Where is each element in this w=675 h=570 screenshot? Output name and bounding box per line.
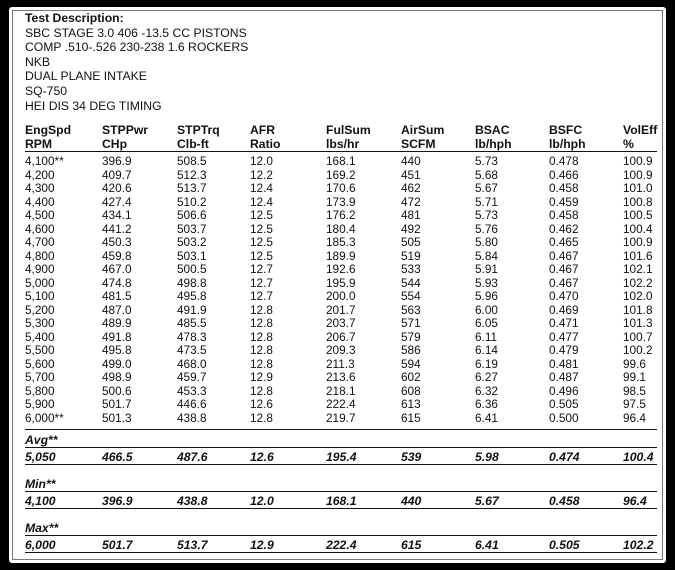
table-cell: 5,200 [25, 302, 55, 317]
table-cell: 453.3 [177, 383, 207, 398]
avg-row [25, 447, 657, 464]
table-cell: 0.470 [549, 289, 579, 303]
table-row [25, 249, 657, 263]
summary-cell: 0.474 [549, 450, 580, 464]
summary-cell: 396.9 [102, 494, 133, 508]
table-cell: 501.7 [102, 397, 132, 411]
table-cell: 501.3 [102, 410, 132, 425]
table-cell: 5,600 [25, 356, 55, 371]
table-cell: 491.8 [102, 329, 132, 344]
summary-cell: 168.1 [326, 494, 357, 508]
table-cell: 0.458 [549, 181, 579, 195]
table-cell: 519 [401, 248, 421, 263]
table-cell: 6.41 [475, 410, 498, 425]
table-cell: 0.467 [549, 275, 579, 290]
column-name: FulSum [326, 123, 371, 137]
table-cell: 459.8 [102, 248, 132, 263]
table-cell: 169.2 [326, 167, 356, 182]
table-row [25, 181, 657, 195]
table-cell: 101.0 [623, 181, 653, 195]
table-cell: 0.500 [549, 410, 579, 425]
table-cell: 6.19 [475, 356, 498, 371]
table-cell: 5.67 [475, 181, 498, 195]
table-cell: 12.8 [250, 410, 273, 425]
table-row [25, 208, 657, 222]
table-cell: 571 [401, 316, 421, 330]
table-cell: 5,500 [25, 343, 55, 357]
table-cell: 467.0 [102, 262, 132, 276]
table-cell: 176.2 [326, 208, 356, 222]
table-cell: 173.9 [326, 194, 356, 209]
table-cell: 219.7 [326, 410, 356, 425]
dyno-report-sheet [9, 7, 666, 563]
table-cell: 554 [401, 289, 421, 303]
column-unit: RPM [25, 137, 53, 151]
column-name-row [25, 123, 657, 137]
column-name: STPPwr [102, 123, 149, 137]
table-cell: 586 [401, 343, 421, 357]
test-description-title: Test Description: [25, 11, 124, 25]
summary-cell: 615 [401, 538, 422, 552]
table-cell: 498.9 [102, 370, 132, 384]
summary-cell: 12.6 [250, 450, 274, 464]
table-cell: 427.4 [102, 194, 132, 209]
summary-cell: 501.7 [102, 538, 133, 552]
table-cell: 613 [401, 397, 421, 411]
table-cell: 12.9 [250, 370, 273, 384]
table-cell: 495.8 [102, 343, 132, 357]
max-row-bottom-rule [25, 552, 657, 553]
table-cell: 438.8 [177, 410, 207, 425]
summary-cell: 4,100 [25, 494, 56, 508]
dyno-data-table [25, 123, 657, 553]
table-cell: 5,400 [25, 329, 55, 344]
summary-cell: 513.7 [177, 538, 208, 552]
table-cell: 0.478 [549, 154, 579, 168]
table-cell: 5.93 [475, 275, 498, 290]
summary-cell: 6,000 [25, 538, 56, 552]
table-cell: 12.5 [250, 235, 273, 249]
table-cell: 96.4 [623, 410, 646, 425]
table-cell: 485.5 [177, 316, 207, 330]
table-cell: 500.6 [102, 383, 132, 398]
table-row [25, 222, 657, 236]
table-row [25, 357, 657, 371]
table-cell: 203.7 [326, 316, 356, 330]
table-cell: 0.477 [549, 329, 579, 344]
summary-cell: 222.4 [326, 538, 357, 552]
table-cell: 0.459 [549, 194, 579, 209]
table-cell: 503.7 [177, 221, 207, 236]
summary-cell: 466.5 [102, 450, 133, 464]
summary-cell: 12.0 [250, 494, 274, 508]
table-cell: 441.2 [102, 221, 132, 236]
table-cell: 0.465 [549, 235, 579, 249]
table-row [25, 303, 657, 317]
table-row [25, 370, 657, 384]
summary-cell: 0.505 [549, 538, 580, 552]
column-unit: Ratio [250, 137, 281, 151]
table-cell: 6,000** [25, 410, 64, 425]
description-line: NKB [25, 54, 51, 69]
table-cell: 510.2 [177, 194, 207, 209]
column-name: STPTrq [177, 123, 220, 137]
table-cell: 451 [401, 167, 421, 182]
table-cell: 4,500 [25, 208, 55, 222]
table-cell: 594 [401, 356, 421, 371]
table-cell: 185.3 [326, 235, 356, 249]
table-cell: 5.91 [475, 262, 498, 276]
column-unit: lb/hph [549, 137, 586, 151]
table-cell: 491.9 [177, 302, 207, 317]
table-cell: 100.2 [623, 343, 653, 357]
table-cell: 101.6 [623, 248, 653, 263]
table-row [25, 154, 657, 168]
column-unit: Clb-ft [177, 137, 209, 151]
table-cell: 602 [401, 370, 421, 384]
summary-cell: 195.4 [326, 450, 357, 464]
table-cell: 12.5 [250, 221, 273, 236]
table-cell: 446.6 [177, 397, 207, 411]
table-cell: 6.14 [475, 343, 498, 357]
summary-cell: 438.8 [177, 494, 208, 508]
table-cell: 12.8 [250, 343, 273, 357]
table-cell: 462 [401, 181, 421, 195]
table-cell: 420.6 [102, 181, 132, 195]
table-cell: 101.3 [623, 316, 653, 330]
column-name: AFR [250, 123, 276, 137]
table-cell: 498.8 [177, 275, 207, 290]
max-label: Max** [25, 521, 59, 535]
table-cell: 0.471 [549, 316, 579, 330]
table-cell: 473.5 [177, 343, 207, 357]
data-rows [25, 152, 657, 424]
summary-cell: 5.67 [475, 494, 499, 508]
table-cell: 505 [401, 235, 421, 249]
table-cell: 102.0 [623, 289, 653, 303]
table-cell: 4,100** [25, 154, 64, 168]
table-cell: 12.5 [250, 248, 273, 263]
table-cell: 512.3 [177, 167, 207, 182]
table-cell: 481.5 [102, 289, 132, 303]
table-cell: 99.6 [623, 356, 646, 371]
table-cell: 481 [401, 208, 421, 222]
table-cell: 4,400 [25, 194, 55, 209]
table-cell: 0.487 [549, 370, 579, 384]
summary-cell: 5,050 [25, 450, 56, 464]
table-cell: 100.5 [623, 208, 653, 222]
table-cell: 409.7 [102, 167, 132, 182]
description-line: SBC STAGE 3.0 406 -13.5 CC PISTONS [25, 25, 247, 40]
table-cell: 4,200 [25, 167, 55, 182]
table-cell: 499.0 [102, 356, 132, 371]
table-cell: 500.5 [177, 262, 207, 276]
table-cell: 0.466 [549, 167, 579, 182]
table-cell: 0.458 [549, 208, 579, 222]
summary-cell: 96.4 [623, 494, 647, 508]
table-cell: 12.6 [250, 397, 273, 411]
table-cell: 478.3 [177, 329, 207, 344]
table-cell: 513.7 [177, 181, 207, 195]
table-cell: 5.84 [475, 248, 498, 263]
table-cell: 474.8 [102, 275, 132, 290]
column-unit-row [25, 137, 657, 152]
table-cell: 5.76 [475, 221, 498, 236]
table-cell: 6.27 [475, 370, 498, 384]
table-cell: 12.4 [250, 181, 273, 195]
table-row [25, 411, 657, 425]
max-row [25, 535, 657, 552]
summary-cell: 102.2 [623, 538, 654, 552]
column-name: VolEff [623, 123, 658, 137]
table-cell: 440 [401, 154, 421, 168]
table-cell: 495.8 [177, 289, 207, 303]
table-cell: 0.479 [549, 343, 579, 357]
table-cell: 102.1 [623, 262, 653, 276]
table-row [25, 289, 657, 303]
table-cell: 0.505 [549, 397, 579, 411]
table-row [25, 262, 657, 276]
table-cell: 434.1 [102, 208, 132, 222]
table-cell: 168.1 [326, 154, 356, 168]
table-cell: 213.6 [326, 370, 356, 384]
table-cell: 12.0 [250, 154, 273, 168]
table-cell: 100.4 [623, 221, 653, 236]
table-cell: 98.5 [623, 383, 646, 398]
table-cell: 201.7 [326, 302, 356, 317]
table-cell: 6.36 [475, 397, 498, 411]
min-label: Min** [25, 477, 56, 491]
avg-label: Avg** [25, 433, 58, 447]
table-cell: 12.7 [250, 275, 273, 290]
table-cell: 170.6 [326, 181, 356, 195]
table-cell: 492 [401, 221, 421, 236]
summary-cell: 487.6 [177, 450, 208, 464]
table-cell: 503.1 [177, 248, 207, 263]
table-cell: 12.8 [250, 356, 273, 371]
test-description [25, 11, 248, 113]
table-row [25, 276, 657, 290]
table-cell: 12.2 [250, 167, 273, 182]
table-cell: 195.9 [326, 275, 356, 290]
table-cell: 5.80 [475, 235, 498, 249]
column-name: EngSpd [25, 123, 72, 137]
table-cell: 533 [401, 262, 421, 276]
table-cell: 4,600 [25, 221, 55, 236]
table-cell: 608 [401, 383, 421, 398]
column-unit: SCFM [401, 137, 436, 151]
table-cell: 0.467 [549, 262, 579, 276]
summary-cell: 6.41 [475, 538, 499, 552]
table-cell: 12.8 [250, 383, 273, 398]
description-line: COMP .510-.526 230-238 1.6 ROCKERS [25, 40, 249, 55]
description-line: SQ-750 [25, 83, 68, 98]
table-cell: 459.7 [177, 370, 207, 384]
table-row [25, 235, 657, 249]
table-cell: 563 [401, 302, 421, 317]
table-cell: 0.481 [549, 356, 579, 371]
table-cell: 579 [401, 329, 421, 344]
table-cell: 489.9 [102, 316, 132, 330]
table-cell: 12.4 [250, 194, 273, 209]
table-cell: 100.8 [623, 194, 653, 209]
table-cell: 218.1 [326, 383, 356, 398]
table-cell: 6.00 [475, 302, 498, 317]
table-row [25, 384, 657, 398]
table-cell: 5,300 [25, 316, 55, 330]
summary-cell: 539 [401, 450, 422, 464]
summary-cell: 100.4 [623, 450, 654, 464]
summary-cell: 440 [401, 494, 422, 508]
description-line: HEI DIS 34 DEG TIMING [25, 98, 162, 113]
table-cell: 5.71 [475, 194, 498, 209]
table-row [25, 397, 657, 411]
table-cell: 450.3 [102, 235, 132, 249]
table-cell: 5.68 [475, 167, 498, 182]
table-cell: 12.8 [250, 329, 273, 344]
description-line: DUAL PLANE INTAKE [25, 69, 147, 84]
column-name: AirSum [401, 123, 445, 137]
table-cell: 4,900 [25, 262, 55, 276]
table-cell: 506.6 [177, 208, 207, 222]
table-cell: 180.4 [326, 221, 356, 236]
table-cell: 12.7 [250, 262, 273, 276]
table-cell: 209.3 [326, 343, 356, 357]
column-name: BSFC [549, 123, 583, 137]
summary-cell: 5.98 [475, 450, 499, 464]
summary-cell: 0.458 [549, 494, 580, 508]
column-unit: lbs/hr [326, 137, 360, 151]
table-cell: 396.9 [102, 154, 132, 168]
table-cell: 5,900 [25, 397, 55, 411]
table-cell: 5,000 [25, 275, 55, 290]
table-row [25, 195, 657, 209]
table-row [25, 168, 657, 182]
table-cell: 192.6 [326, 262, 356, 276]
min-row [25, 491, 657, 508]
table-cell: 12.5 [250, 208, 273, 222]
table-cell: 5.96 [475, 289, 498, 303]
table-cell: 222.4 [326, 397, 356, 411]
table-row [25, 343, 657, 357]
table-row [25, 330, 657, 344]
table-cell: 508.5 [177, 154, 207, 168]
column-name: BSAC [475, 123, 510, 137]
table-cell: 12.8 [250, 316, 273, 330]
table-cell: 99.1 [623, 370, 646, 384]
table-cell: 100.9 [623, 235, 653, 249]
table-row [25, 316, 657, 330]
column-unit: lb/hph [475, 137, 512, 151]
table-cell: 5,800 [25, 383, 55, 398]
table-cell: 101.8 [623, 302, 653, 317]
table-cell: 211.3 [326, 356, 355, 371]
table-cell: 4,800 [25, 248, 55, 263]
table-cell: 12.8 [250, 302, 273, 317]
table-cell: 206.7 [326, 329, 356, 344]
table-cell: 544 [401, 275, 421, 290]
table-cell: 503.2 [177, 235, 207, 249]
table-cell: 100.9 [623, 167, 653, 182]
table-cell: 5.73 [475, 154, 498, 168]
table-cell: 615 [401, 410, 421, 425]
table-cell: 100.9 [623, 154, 653, 168]
table-cell: 487.0 [102, 302, 132, 317]
table-cell: 4,700 [25, 235, 55, 249]
table-cell: 6.11 [475, 329, 498, 344]
table-cell: 5,100 [25, 289, 55, 303]
table-cell: 0.469 [549, 302, 579, 317]
table-cell: 468.0 [177, 356, 207, 371]
table-cell: 200.0 [326, 289, 356, 303]
summary-cell: 12.9 [250, 538, 274, 552]
table-cell: 5,700 [25, 370, 55, 384]
column-unit: % [623, 137, 634, 151]
table-cell: 6.32 [475, 383, 498, 398]
table-cell: 0.467 [549, 248, 579, 263]
table-cell: 5.73 [475, 208, 498, 222]
table-cell: 6.05 [475, 316, 498, 330]
table-cell: 472 [401, 194, 421, 209]
table-cell: 100.7 [623, 329, 653, 344]
table-cell: 97.5 [623, 397, 646, 411]
table-cell: 4,300 [25, 181, 55, 195]
table-cell: 0.496 [549, 383, 579, 398]
table-cell: 102.2 [623, 275, 653, 290]
table-cell: 12.7 [250, 289, 273, 303]
column-unit: CHp [102, 137, 128, 151]
table-cell: 0.462 [549, 221, 579, 236]
table-cell: 189.9 [326, 248, 356, 263]
